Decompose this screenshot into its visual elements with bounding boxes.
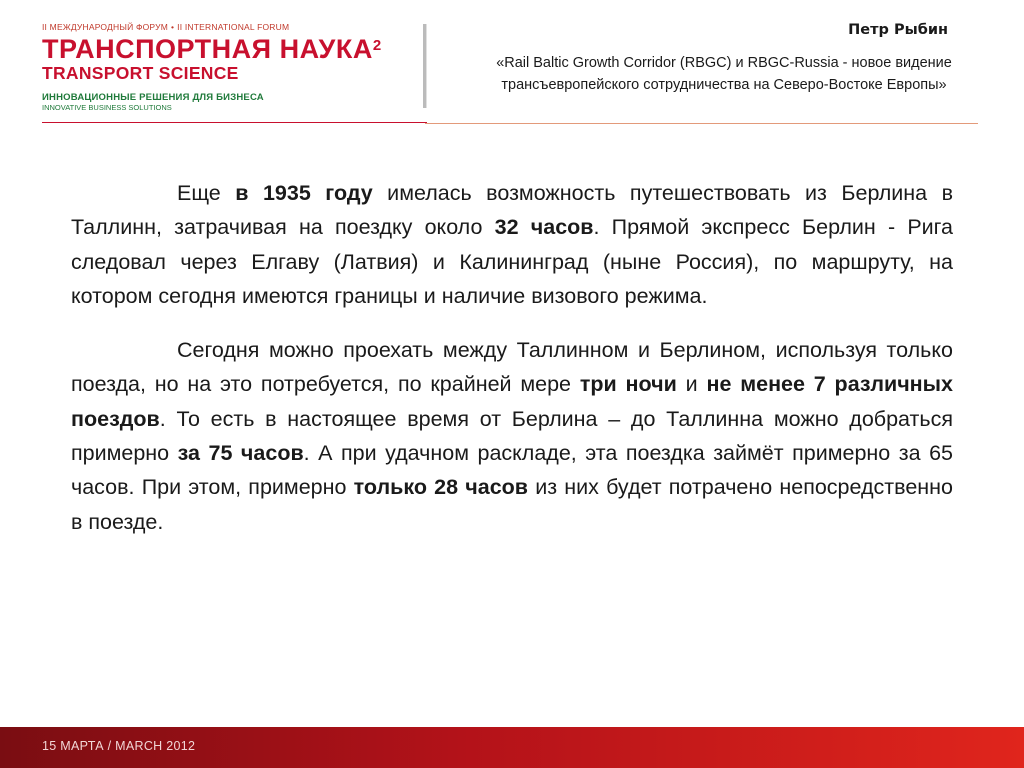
p2-bold-3: за 75 часов — [177, 441, 304, 466]
p2-text-3: . То есть в настоящее время от Берлина – до Таллинна можно добраться примерно — [71, 406, 953, 466]
header-divider — [425, 123, 978, 124]
logo-title-en: TRANSPORT SCIENCE — [42, 63, 239, 83]
p1-text-2: имелась возможность путешествовать из Берлина в Таллинн, затрачивая на поездку около — [71, 181, 953, 240]
forum-ru: II МЕЖДУНАРОДНЫЙ ФОРУМ — [42, 22, 168, 32]
forum-logo — [42, 22, 422, 122]
p2-bold-2: не менее 7 различных поездов — [71, 372, 953, 431]
paragraph-2 — [71, 333, 953, 539]
p2-text-4: . А при удачном раскладе, эта поездка займёт примерно за 65 часов. При этом, примерно — [71, 441, 953, 500]
logo-title-ru-text: ТРАНСПОРТНАЯ НАУКА — [42, 34, 373, 64]
logo-subtitle-en: INNOVATIVE BUSINESS SOLUTIONS — [42, 103, 172, 112]
p2-text-2: и — [676, 372, 707, 397]
slide-header — [440, 22, 1008, 96]
footer-bar — [0, 727, 1024, 768]
p2-bold-4: только 28 часов — [353, 475, 529, 500]
p1-text-3: . Прямой экспресс Берлин - Рига следовал через Елгаву (Латвия) и Калининград (ныне Россия), по маршруту, на котором сегодня имеются границы и наличие визового режима. — [71, 215, 953, 308]
p1-text-1: Еще — [177, 181, 236, 205]
p2-bold-1: три ночи — [579, 372, 677, 397]
slide-body — [71, 176, 953, 539]
paragraph-1 — [71, 176, 953, 313]
p1-bold-1: в 1935 году — [235, 181, 373, 205]
footer-date: 15 МАРТА / MARCH 2012 — [42, 739, 196, 753]
header-vertical-divider — [423, 24, 427, 108]
logo-superscript: 2 — [372, 37, 382, 54]
talk-title: «Rail Baltic Growth Corridor (RBGC) и RBGC-Russia - новое видение трансъевропейского сотрудничества на Северо-Востоке Европы» — [496, 55, 952, 93]
p1-bold-2: 32 часов — [494, 215, 594, 240]
logo-divider — [42, 122, 427, 123]
p2-text-5: из них будет потрачено непосредственно в поезде. — [71, 475, 953, 534]
p2-text-1: Сегодня можно проехать между Таллинном и Берлином, используя только поезда, но на это потребуется, по крайней мере — [71, 338, 953, 397]
author-name: Петр Рыбин — [848, 22, 948, 38]
logo-subtitle-ru: ИННОВАЦИОННЫЕ РЕШЕНИЯ ДЛЯ БИЗНЕСА — [42, 92, 264, 103]
forum-line — [42, 22, 422, 32]
forum-en: II INTERNATIONAL FORUM — [177, 22, 290, 32]
logo-title-ru — [42, 36, 422, 63]
forum-separator: • — [170, 22, 175, 32]
